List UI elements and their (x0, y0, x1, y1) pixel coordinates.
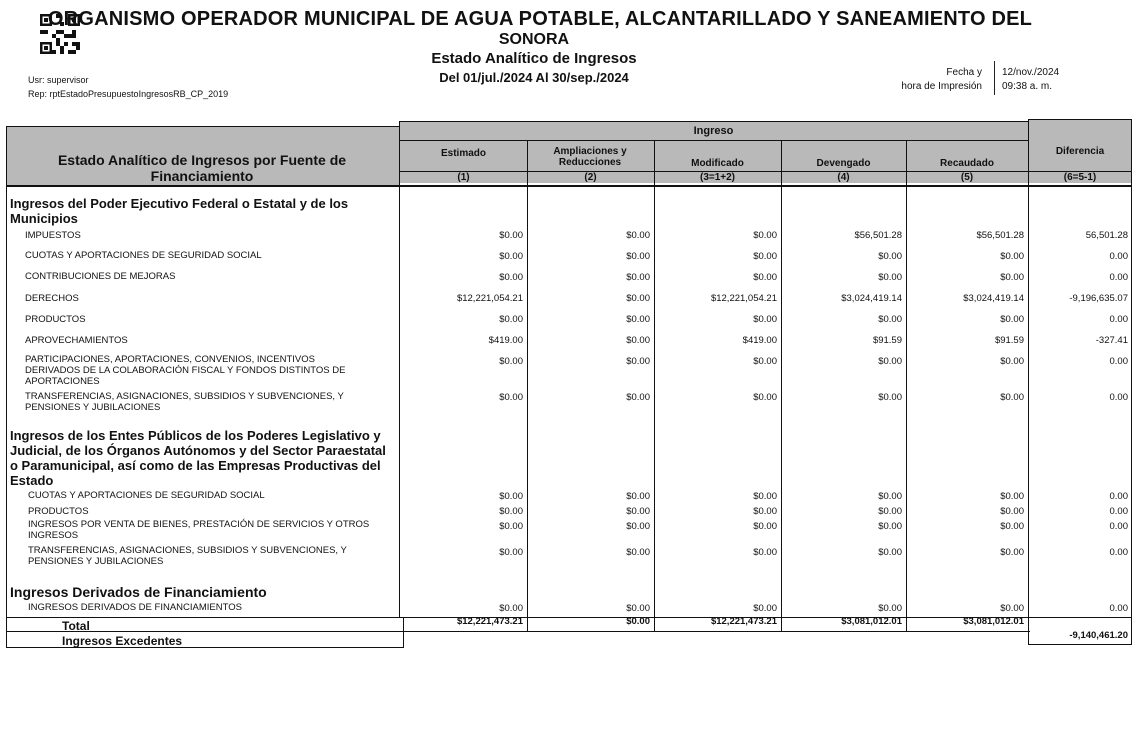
cell-ampliaciones: $0.00 (626, 521, 650, 532)
cell-recaudado: $3,024,419.14 (963, 293, 1024, 304)
total-modificado: $12,221,473.21 (710, 616, 777, 627)
cell-estimado: $0.00 (499, 506, 523, 517)
cell-estimado: $0.00 (499, 521, 523, 532)
col-diferencia-sub: (6=5-1) (1063, 172, 1097, 183)
total-devengado: $3,081,012.01 (841, 616, 902, 627)
row-label: CUOTAS Y APORTACIONES DE SEGURIDAD SOCIAL (25, 250, 262, 261)
cell-recaudado: $91.59 (994, 335, 1024, 346)
col-devengado-sub: (4) (837, 172, 850, 183)
cell-diferencia: 0.00 (1109, 547, 1128, 558)
cell-recaudado: $0.00 (1000, 521, 1024, 532)
col-estimado-label: Estimado (440, 148, 486, 159)
cell-recaudado: $0.00 (1000, 491, 1024, 502)
cell-devengado: $0.00 (878, 272, 902, 283)
col-recaudado-label: Recaudado (940, 158, 994, 169)
cell-modificado: $0.00 (753, 603, 777, 614)
row-label: TRANSFERENCIAS, ASIGNACIONES, SUBSIDIOS Y SUBVENCIONES, Y PENSIONES Y JUBILACIONES (25, 391, 344, 413)
cell-ampliaciones: $0.00 (626, 272, 650, 283)
cell-diferencia: 0.00 (1109, 603, 1128, 614)
cell-devengado: $3,024,419.14 (841, 293, 902, 304)
row-label: CUOTAS Y APORTACIONES DE SEGURIDAD SOCIAL (28, 490, 265, 501)
cell-modificado: $0.00 (753, 547, 777, 558)
section-title: Ingresos Derivados de Financiamiento (10, 584, 267, 600)
cell-devengado: $0.00 (878, 547, 902, 558)
col-diferencia-label: Diferencia (1055, 146, 1105, 157)
cell-recaudado: $0.00 (1000, 314, 1024, 325)
cell-modificado: $0.00 (753, 272, 777, 283)
col-modificado-sub: (3=1+2) (699, 172, 736, 183)
cell-modificado: $0.00 (753, 356, 777, 367)
cell-ampliaciones: $0.00 (626, 314, 650, 325)
cell-diferencia: 0.00 (1109, 356, 1128, 367)
cell-diferencia: 0.00 (1109, 392, 1128, 403)
cell-diferencia: -327.41 (1095, 335, 1128, 346)
cell-devengado: $0.00 (878, 603, 902, 614)
total-ampliaciones: $0.00 (626, 616, 650, 627)
row-label: APROVECHAMIENTOS (25, 335, 128, 346)
section-title: Ingresos del Poder Ejecutivo Federal o Estatal y de los Municipios (10, 196, 349, 226)
cell-estimado: $0.00 (499, 272, 523, 283)
cell-recaudado: $0.00 (1000, 251, 1024, 262)
organization-state: SONORA (498, 31, 570, 48)
total-estimado: $12,221,473.21 (456, 616, 523, 627)
cell-estimado: $419.00 (488, 335, 523, 346)
row-label: CONTRIBUCIONES DE MEJORAS (25, 271, 176, 282)
total-recaudado: $3,081,012.01 (963, 616, 1024, 627)
cell-modificado: $0.00 (753, 251, 777, 262)
cell-modificado: $0.00 (753, 392, 777, 403)
cell-devengado: $0.00 (878, 491, 902, 502)
cell-recaudado: $0.00 (1000, 506, 1024, 517)
cell-estimado: $0.00 (499, 603, 523, 614)
row-label: IMPUESTOS (25, 230, 81, 241)
row-label: PRODUCTOS (28, 506, 89, 517)
cell-modificado: $0.00 (753, 230, 777, 241)
cell-modificado: $0.00 (753, 506, 777, 517)
cell-ampliaciones: $0.00 (626, 392, 650, 403)
ingreso-group-label: Ingreso (693, 125, 734, 137)
cell-modificado: $12,221,054.21 (710, 293, 777, 304)
source-title: Estado Analítico de Ingresos por Fuente de Financiamiento (57, 152, 347, 184)
cell-ampliaciones: $0.00 (626, 230, 650, 241)
cell-diferencia: 56,501.28 (1085, 230, 1128, 241)
row-label: PRODUCTOS (25, 314, 86, 325)
cell-estimado: $0.00 (499, 356, 523, 367)
cell-modificado: $0.00 (753, 491, 777, 502)
cell-recaudado: $0.00 (1000, 603, 1024, 614)
cell-recaudado: $0.00 (1000, 392, 1024, 403)
cell-devengado: $0.00 (878, 521, 902, 532)
total-label: Total (62, 619, 90, 633)
print-datetime-separator (994, 61, 995, 95)
cell-diferencia: 0.00 (1109, 521, 1128, 532)
cell-diferencia: 0.00 (1109, 491, 1128, 502)
cell-estimado: $12,221,054.21 (456, 293, 523, 304)
col-devengado-label: Devengado (816, 158, 871, 169)
cell-estimado: $0.00 (499, 392, 523, 403)
cell-devengado: $56,501.28 (854, 230, 902, 241)
report-id: Rep: rptEstadoPresupuestoIngresosRB_CP_2019 (28, 89, 229, 99)
report-period: Del 01/jul./2024 Al 30/sep./2024 (439, 70, 629, 85)
print-datetime-value: 12/nov./2024 09:38 a. m. (1002, 67, 1060, 92)
col-ampliaciones-label: Ampliaciones y Reducciones (553, 146, 627, 168)
user-label: Usr: supervisor (28, 75, 89, 85)
cell-recaudado: $0.00 (1000, 547, 1024, 558)
cell-estimado: $0.00 (499, 491, 523, 502)
cell-devengado: $0.00 (878, 251, 902, 262)
cell-diferencia: 0.00 (1109, 314, 1128, 325)
cell-ampliaciones: $0.00 (626, 603, 650, 614)
cell-modificado: $0.00 (753, 314, 777, 325)
cell-estimado: $0.00 (499, 314, 523, 325)
col-ampliaciones-sub: (2) (584, 172, 597, 183)
cell-devengado: $0.00 (878, 356, 902, 367)
excedentes-label: Ingresos Excedentes (62, 634, 183, 648)
row-label: INGRESOS POR VENTA DE BIENES, PRESTACIÓN DE SERVICIOS Y OTROS INGRESOS (28, 519, 370, 541)
cell-estimado: $0.00 (499, 251, 523, 262)
cell-diferencia: 0.00 (1109, 272, 1128, 283)
excedentes-value: -9,140,461.20 (1069, 630, 1128, 641)
row-label: INGRESOS DERIVADOS DE FINANCIAMIENTOS (28, 602, 242, 613)
cell-devengado: $0.00 (878, 506, 902, 517)
cell-recaudado: $56,501.28 (976, 230, 1024, 241)
cell-diferencia: -9,196,635.07 (1069, 293, 1128, 304)
cell-devengado: $0.00 (878, 392, 902, 403)
col-estimado-sub: (1) (457, 172, 470, 183)
cell-diferencia: 0.00 (1109, 506, 1128, 517)
cell-diferencia: 0.00 (1109, 251, 1128, 262)
cell-ampliaciones: $0.00 (626, 335, 650, 346)
cell-ampliaciones: $0.00 (626, 491, 650, 502)
cell-recaudado: $0.00 (1000, 272, 1024, 283)
cell-devengado: $0.00 (878, 314, 902, 325)
cell-estimado: $0.00 (499, 230, 523, 241)
cell-ampliaciones: $0.00 (626, 293, 650, 304)
cell-ampliaciones: $0.00 (626, 547, 650, 558)
cell-devengado: $91.59 (872, 335, 902, 346)
row-label: DERECHOS (25, 293, 79, 304)
cell-ampliaciones: $0.00 (626, 506, 650, 517)
cell-modificado: $419.00 (742, 335, 777, 346)
report-title: Estado Analítico de Ingresos (431, 50, 637, 67)
cell-ampliaciones: $0.00 (626, 356, 650, 367)
organization-title: ORGANISMO OPERADOR MUNICIPAL DE AGUA POTABLE, ALCANTARILLADO Y SANEAMIENTO DEL (47, 8, 1033, 30)
row-label: PARTICIPACIONES, APORTACIONES, CONVENIOS, INCENTIVOS DERIVADOS DE LA COLABORACIÓN FISCAL Y FONDOS DISTINTOS DE APORTACIONES (25, 354, 346, 387)
cell-estimado: $0.00 (499, 547, 523, 558)
section-title: Ingresos de los Entes Públicos de los Poderes Legislativo y Judicial, de los Órganos Autónomos y del Sector Paraestatal o Paramunicipal, así como de las Empresas Productivas del Estado (10, 428, 386, 488)
col-modificado-label: Modificado (691, 158, 744, 169)
print-datetime-label: Fecha y hora de Impresión (901, 67, 982, 92)
cell-modificado: $0.00 (753, 521, 777, 532)
cell-recaudado: $0.00 (1000, 356, 1024, 367)
cell-ampliaciones: $0.00 (626, 251, 650, 262)
col-recaudado-sub: (5) (960, 172, 974, 183)
row-label: TRANSFERENCIAS, ASIGNACIONES, SUBSIDIOS Y SUBVENCIONES, Y PENSIONES Y JUBILACIONES (28, 545, 347, 567)
